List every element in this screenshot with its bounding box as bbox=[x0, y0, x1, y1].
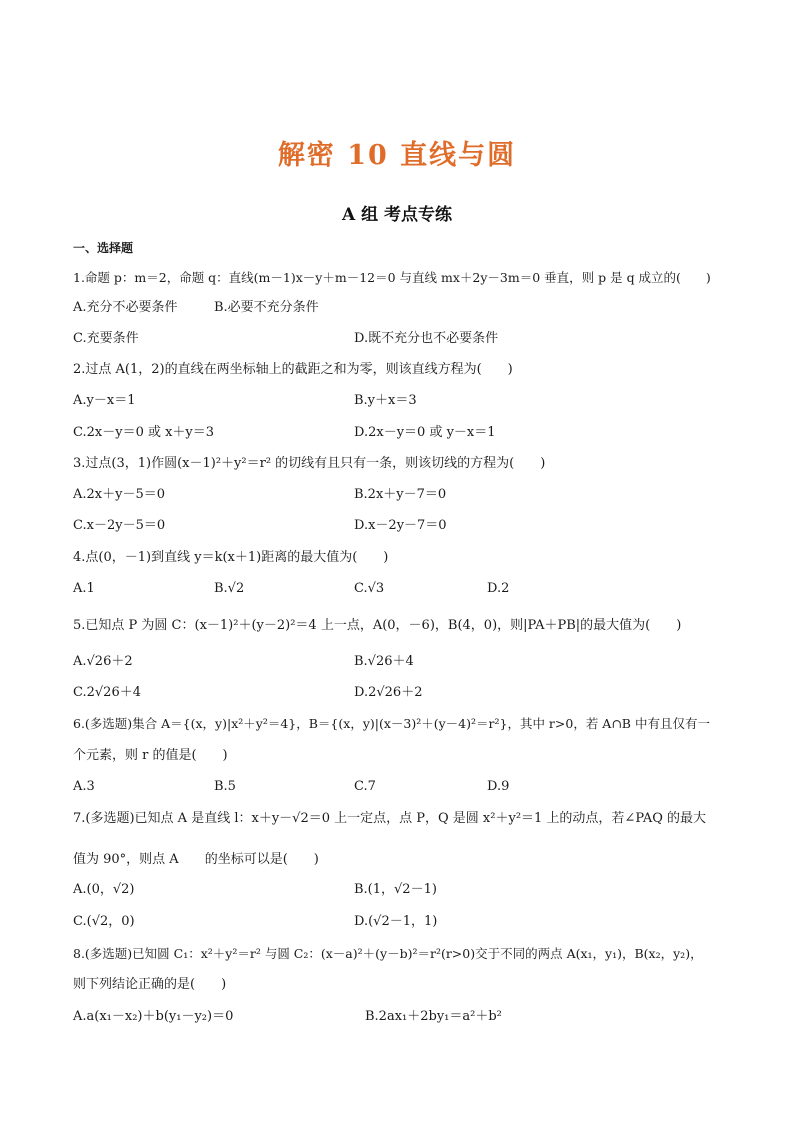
question-2-stem: 2.过点 A(1，2)的直线在两坐标轴上的截距之和为零，则该直线方程为( ) bbox=[73, 362, 513, 377]
question-6-stem-line-1: 6.(多选题)集合 A＝{(x，y)|x²＋y²＝4}，B＝{(x，y)|(x－3)²＋(y－4)²＝r²}，其中 r>0，若 A∩B 中有且仅有一 bbox=[73, 716, 710, 731]
question-6-option-d: D.9 bbox=[487, 779, 510, 794]
section-heading: 一、选择题 bbox=[73, 241, 134, 255]
question-8-option-b: B.2ax₁＋2by₁＝a²＋b² bbox=[365, 1009, 502, 1024]
question-7-option-c: C.(√2，0) bbox=[73, 914, 135, 929]
question-3-option-a: A.2x＋y－5＝0 bbox=[73, 487, 166, 502]
question-5-option-c: C.2√26＋4 bbox=[73, 685, 141, 700]
question-7-option-a: A.(0，√2) bbox=[73, 882, 135, 897]
question-4-stem: 4.点(0，－1)到直线 y＝k(x＋1)距离的最大值为( ) bbox=[73, 550, 389, 565]
question-8-stem-line-2: 则下列结论正确的是( ) bbox=[73, 977, 227, 992]
question-4-option-c: C.√3 bbox=[354, 581, 385, 596]
question-5-stem: 5.已知点 P 为圆 C：(x－1)²＋(y－2)²＝4 上一点，A(0，－6)，B(4，0)，则|PA＋PB|的最大值为( ) bbox=[73, 618, 682, 633]
question-7-stem-line-1: 7.(多选题)已知点 A 是直线 l：x＋y－√2＝0 上一定点，点 P，Q 是圆 x²＋y²＝1 上的动点，若∠PAQ 的最大 bbox=[73, 811, 707, 826]
document-title: 解密 10 直线与圆 bbox=[277, 140, 517, 171]
question-6-option-c: C.7 bbox=[354, 779, 376, 794]
question-8-option-a: A.a(x₁－x₂)＋b(y₁－y₂)＝0 bbox=[73, 1009, 234, 1024]
question-5-option-a: A.√26＋2 bbox=[73, 654, 133, 669]
question-3-option-b: B.2x＋y－7＝0 bbox=[354, 487, 447, 502]
question-6-stem-line-2: 个元素，则 r 的值是( ) bbox=[73, 748, 228, 763]
question-2-option-c: C.2x－y＝0 或 x＋y＝3 bbox=[73, 425, 215, 440]
question-8-stem-line-1: 8.(多选题)已知圆 C₁：x²＋y²＝r² 与圆 C₂：(x－a)²＋(y－b)²＝r²(r>0)交于不同的两点 A(x₁，y₁)，B(x₂，y₂)， bbox=[73, 946, 703, 961]
question-4-option-a: A.1 bbox=[73, 581, 95, 596]
question-6-option-b: B.5 bbox=[214, 779, 236, 794]
question-1-option-b: B.必要不充分条件 bbox=[214, 300, 319, 315]
question-5-option-d: D.2√26＋2 bbox=[354, 685, 423, 700]
question-6-option-a: A.3 bbox=[73, 779, 95, 794]
question-1-option-a: A.充分不必要条件 bbox=[73, 300, 178, 315]
question-3-stem: 3.过点(3，1)作圆(x－1)²＋y²＝r² 的切线有且只有一条，则该切线的方程为( ) bbox=[73, 456, 546, 471]
question-2-option-b: B.y＋x＝3 bbox=[354, 393, 417, 408]
question-1-stem: 1.命题 p：m＝2，命题 q：直线(m－1)x－y＋m－12＝0 与直线 mx＋2y－3m＝0 垂直，则 p 是 q 成立的( ) bbox=[73, 270, 711, 285]
question-4-option-b: B.√2 bbox=[214, 581, 245, 596]
question-2-option-a: A.y－x＝1 bbox=[73, 393, 136, 408]
question-3-option-c: C.x－2y－5＝0 bbox=[73, 518, 166, 533]
question-4-option-d: D.2 bbox=[487, 581, 510, 596]
group-subtitle: A 组 考点专练 bbox=[341, 205, 453, 225]
question-2-option-d: D.2x－y＝0 或 y－x＝1 bbox=[354, 425, 496, 440]
question-5-option-b: B.√26＋4 bbox=[354, 654, 414, 669]
question-1-option-c: C.充要条件 bbox=[73, 331, 139, 346]
question-1-option-d: D.既不充分也不必要条件 bbox=[354, 331, 499, 346]
question-7-option-d: D.(√2－1，1) bbox=[354, 914, 438, 929]
question-7-option-b: B.(1，√2－1) bbox=[354, 882, 437, 897]
question-3-option-d: D.x－2y－7＝0 bbox=[354, 518, 447, 533]
question-7-stem-line-2: 值为 90°，则点 A 的坐标可以是( ) bbox=[73, 852, 319, 867]
